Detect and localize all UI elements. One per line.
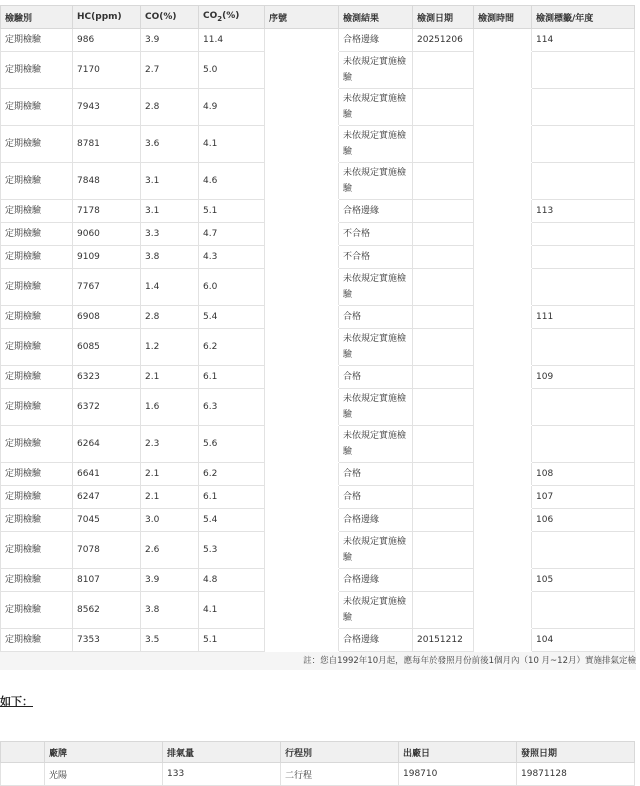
header-co2-label: CO (203, 11, 218, 22)
table-row (1, 52, 635, 89)
vehicle-header-row (1, 742, 635, 763)
header-manufacture-date: 出廠日 (399, 742, 517, 763)
cell-hc: 9060 (73, 223, 141, 246)
cell-serial (265, 89, 339, 126)
cell-stroke: 二行程 (281, 763, 399, 786)
cell-hc: 8562 (73, 592, 141, 629)
cell-co2: 11.4 (199, 29, 265, 52)
cell-co: 2.3 (141, 426, 199, 463)
cell-sticker-year: 113 (532, 200, 635, 223)
cell-serial (265, 269, 339, 306)
cell-date (413, 329, 474, 366)
cell-date (413, 532, 474, 569)
cell-co: 2.8 (141, 89, 199, 126)
cell-date (413, 366, 474, 389)
cell-date (413, 389, 474, 426)
cell-serial (265, 463, 339, 486)
cell-time (474, 89, 532, 126)
cell-inspection-type: 定期檢驗 (1, 426, 73, 463)
cell-time (474, 389, 532, 426)
cell-co2: 5.4 (199, 306, 265, 329)
cell-co2: 5.0 (199, 52, 265, 89)
cell-sticker-year (532, 532, 635, 569)
cell-time (474, 463, 532, 486)
cell-serial (265, 366, 339, 389)
cell-inspection-type: 定期檢驗 (1, 163, 73, 200)
cell-sticker-year (532, 246, 635, 269)
cell-hc: 8781 (73, 126, 141, 163)
cell-inspection-type: 定期檢驗 (1, 389, 73, 426)
cell-serial (265, 163, 339, 200)
cell-serial (265, 532, 339, 569)
cell-co2: 6.1 (199, 486, 265, 509)
cell-sticker-year (532, 592, 635, 629)
inspection-header-row (1, 6, 635, 29)
header-hc: HC(ppm) (73, 6, 141, 29)
header-co2-unit: (%) (222, 11, 240, 22)
cell-serial (265, 223, 339, 246)
inspection-note: 註：您自1992年10月起，應每年於發照月份前後1個月內（10 月~12月）實施排氣定檢 (0, 652, 636, 670)
cell-result: 合格邊緣 (339, 200, 413, 223)
cell-co2: 6.3 (199, 389, 265, 426)
table-row (1, 89, 635, 126)
cell-serial (265, 52, 339, 89)
cell-date (413, 89, 474, 126)
cell-inspection-type: 定期檢驗 (1, 629, 73, 652)
header-sticker-year: 檢測標籤/年度 (532, 6, 635, 29)
cell-date (413, 200, 474, 223)
cell-co2: 5.6 (199, 426, 265, 463)
cell-inspection-type: 定期檢驗 (1, 29, 73, 52)
cell-serial (265, 426, 339, 463)
cell-co2: 6.1 (199, 366, 265, 389)
vehicle-header-blank (1, 742, 45, 763)
cell-co: 3.5 (141, 629, 199, 652)
cell-inspection-type: 定期檢驗 (1, 89, 73, 126)
cell-co2: 6.2 (199, 329, 265, 366)
cell-co: 2.8 (141, 306, 199, 329)
cell-hc: 6372 (73, 389, 141, 426)
cell-date (413, 569, 474, 592)
cell-result: 合格 (339, 366, 413, 389)
cell-co: 3.9 (141, 29, 199, 52)
cell-co2: 4.1 (199, 592, 265, 629)
table-row (1, 486, 635, 509)
cell-date (413, 426, 474, 463)
cell-serial (265, 29, 339, 52)
cell-co: 3.1 (141, 200, 199, 223)
cell-sticker-year (532, 163, 635, 200)
cell-serial (265, 592, 339, 629)
cell-result: 未依規定實施檢驗 (339, 426, 413, 463)
cell-inspection-type: 定期檢驗 (1, 509, 73, 532)
cell-hc: 7178 (73, 200, 141, 223)
cell-result: 未依規定實施檢驗 (339, 52, 413, 89)
header-time: 檢測時間 (474, 6, 532, 29)
cell-co: 3.9 (141, 569, 199, 592)
cell-sticker-year (532, 426, 635, 463)
cell-co: 3.8 (141, 592, 199, 629)
cell-co: 2.7 (141, 52, 199, 89)
cell-time (474, 306, 532, 329)
cell-hc: 6641 (73, 463, 141, 486)
cell-manufacture-date: 198710 (399, 763, 517, 786)
cell-inspection-type: 定期檢驗 (1, 532, 73, 569)
cell-sticker-year: 114 (532, 29, 635, 52)
cell-result: 未依規定實施檢驗 (339, 163, 413, 200)
cell-co2: 4.8 (199, 569, 265, 592)
cell-hc: 7170 (73, 52, 141, 89)
cell-co2: 5.1 (199, 629, 265, 652)
cell-serial (265, 486, 339, 509)
table-row (1, 200, 635, 223)
cell-time (474, 29, 532, 52)
cell-time (474, 163, 532, 200)
cell-hc: 7767 (73, 269, 141, 306)
cell-time (474, 246, 532, 269)
cell-hc: 9109 (73, 246, 141, 269)
inspection-table (0, 5, 635, 652)
table-row (1, 509, 635, 532)
cell-hc: 7353 (73, 629, 141, 652)
cell-date: 20251206 (413, 29, 474, 52)
cell-co: 3.3 (141, 223, 199, 246)
cell-serial (265, 509, 339, 532)
cell-result: 合格邊緣 (339, 629, 413, 652)
cell-co2: 4.6 (199, 163, 265, 200)
cell-co: 3.6 (141, 126, 199, 163)
cell-co2: 5.1 (199, 200, 265, 223)
cell-result: 合格 (339, 306, 413, 329)
cell-hc: 7045 (73, 509, 141, 532)
cell-time (474, 200, 532, 223)
cell-hc: 8107 (73, 569, 141, 592)
cell-sticker-year: 105 (532, 569, 635, 592)
header-license-date: 發照日期 (517, 742, 635, 763)
cell-hc: 6323 (73, 366, 141, 389)
cell-co: 2.1 (141, 463, 199, 486)
cell-co2: 5.4 (199, 509, 265, 532)
cell-sticker-year (532, 52, 635, 89)
cell-result: 合格邊緣 (339, 569, 413, 592)
table-row (1, 463, 635, 486)
cell-inspection-type: 定期檢驗 (1, 569, 73, 592)
cell-result: 未依規定實施檢驗 (339, 126, 413, 163)
cell-co2: 4.1 (199, 126, 265, 163)
cell-co2: 4.3 (199, 246, 265, 269)
header-co2 (199, 6, 265, 29)
cell-date (413, 592, 474, 629)
cell-co: 1.6 (141, 389, 199, 426)
cell-date (413, 306, 474, 329)
cell-result: 未依規定實施檢驗 (339, 389, 413, 426)
cell-date (413, 163, 474, 200)
cell-co: 3.1 (141, 163, 199, 200)
cell-hc: 986 (73, 29, 141, 52)
cell-inspection-type: 定期檢驗 (1, 246, 73, 269)
header-stroke: 行程別 (281, 742, 399, 763)
cell-date (413, 52, 474, 89)
vehicle-row (1, 763, 635, 786)
cell-time (474, 329, 532, 366)
table-row (1, 532, 635, 569)
table-row (1, 329, 635, 366)
header-displacement: 排氣量 (163, 742, 281, 763)
cell-inspection-type: 定期檢驗 (1, 463, 73, 486)
cell-sticker-year (532, 89, 635, 126)
cell-result: 未依規定實施檢驗 (339, 269, 413, 306)
cell-sticker-year (532, 223, 635, 246)
cell-sticker-year: 111 (532, 306, 635, 329)
table-row (1, 163, 635, 200)
cell-date (413, 269, 474, 306)
cell-hc: 7078 (73, 532, 141, 569)
cell-co: 2.1 (141, 486, 199, 509)
cell-sticker-year: 108 (532, 463, 635, 486)
table-row (1, 269, 635, 306)
cell-co: 3.0 (141, 509, 199, 532)
cell-co: 2.1 (141, 366, 199, 389)
table-row (1, 569, 635, 592)
cell-hc: 7943 (73, 89, 141, 126)
cell-inspection-type: 定期檢驗 (1, 52, 73, 89)
section-heading: 如下： (0, 695, 33, 708)
cell-result: 未依規定實施檢驗 (339, 89, 413, 126)
header-date: 檢測日期 (413, 6, 474, 29)
cell-inspection-type: 定期檢驗 (1, 366, 73, 389)
cell-serial (265, 200, 339, 223)
cell-inspection-type: 定期檢驗 (1, 486, 73, 509)
table-row (1, 29, 635, 52)
table-row (1, 223, 635, 246)
cell-inspection-type: 定期檢驗 (1, 223, 73, 246)
cell-time (474, 629, 532, 652)
cell-time (474, 126, 532, 163)
cell-inspection-type: 定期檢驗 (1, 329, 73, 366)
header-brand: 廠牌 (45, 742, 163, 763)
cell-result: 未依規定實施檢驗 (339, 532, 413, 569)
cell-co: 1.2 (141, 329, 199, 366)
cell-inspection-type: 定期檢驗 (1, 200, 73, 223)
table-row (1, 306, 635, 329)
cell-hc: 7848 (73, 163, 141, 200)
cell-serial (265, 329, 339, 366)
cell-inspection-type: 定期檢驗 (1, 269, 73, 306)
cell-date (413, 463, 474, 486)
cell-result: 合格邊緣 (339, 509, 413, 532)
cell-co2: 6.0 (199, 269, 265, 306)
cell-result: 不合格 (339, 223, 413, 246)
cell-displacement: 133 (163, 763, 281, 786)
cell-co2: 6.2 (199, 463, 265, 486)
cell-hc: 6085 (73, 329, 141, 366)
cell-co: 3.8 (141, 246, 199, 269)
cell-hc: 6908 (73, 306, 141, 329)
cell-result: 未依規定實施檢驗 (339, 329, 413, 366)
cell-co2: 4.9 (199, 89, 265, 126)
cell-time (474, 223, 532, 246)
header-inspection-type: 檢驗別 (1, 6, 73, 29)
cell-co2: 4.7 (199, 223, 265, 246)
cell-serial (265, 569, 339, 592)
cell-inspection-type: 定期檢驗 (1, 126, 73, 163)
cell-time (474, 426, 532, 463)
cell-sticker-year (532, 126, 635, 163)
cell-time (474, 52, 532, 89)
cell-result: 合格 (339, 463, 413, 486)
cell-hc: 6247 (73, 486, 141, 509)
cell-date (413, 223, 474, 246)
cell-inspection-type: 定期檢驗 (1, 592, 73, 629)
header-result: 檢測結果 (339, 6, 413, 29)
cell-sticker-year (532, 269, 635, 306)
cell-result: 合格邊緣 (339, 29, 413, 52)
vehicle-cell-blank (1, 763, 45, 786)
cell-time (474, 532, 532, 569)
cell-time (474, 592, 532, 629)
table-row (1, 592, 635, 629)
header-serial: 序號 (265, 6, 339, 29)
cell-time (474, 569, 532, 592)
cell-inspection-type: 定期檢驗 (1, 306, 73, 329)
cell-sticker-year (532, 329, 635, 366)
cell-result: 合格 (339, 486, 413, 509)
header-co: CO(%) (141, 6, 199, 29)
cell-serial (265, 629, 339, 652)
cell-co2: 5.3 (199, 532, 265, 569)
cell-co: 1.4 (141, 269, 199, 306)
cell-serial (265, 389, 339, 426)
cell-time (474, 366, 532, 389)
cell-co: 2.6 (141, 532, 199, 569)
cell-hc: 6264 (73, 426, 141, 463)
cell-time (474, 486, 532, 509)
table-row (1, 246, 635, 269)
cell-serial (265, 126, 339, 163)
cell-sticker-year: 107 (532, 486, 635, 509)
cell-date: 20151212 (413, 629, 474, 652)
cell-sticker-year: 106 (532, 509, 635, 532)
cell-time (474, 269, 532, 306)
table-row (1, 126, 635, 163)
cell-sticker-year: 109 (532, 366, 635, 389)
cell-sticker-year: 104 (532, 629, 635, 652)
cell-serial (265, 306, 339, 329)
cell-brand: 光陽 (45, 763, 163, 786)
cell-date (413, 486, 474, 509)
cell-result: 未依規定實施檢驗 (339, 592, 413, 629)
inspection-table-body (1, 29, 635, 652)
cell-date (413, 509, 474, 532)
header-co2-subscript: 2 (217, 14, 223, 23)
cell-date (413, 246, 474, 269)
cell-serial (265, 246, 339, 269)
table-row (1, 389, 635, 426)
cell-license-date: 19871128 (517, 763, 635, 786)
vehicle-info-table (0, 741, 635, 786)
cell-result: 不合格 (339, 246, 413, 269)
cell-sticker-year (532, 389, 635, 426)
cell-time (474, 509, 532, 532)
table-row (1, 366, 635, 389)
cell-date (413, 126, 474, 163)
table-row (1, 426, 635, 463)
table-row (1, 629, 635, 652)
